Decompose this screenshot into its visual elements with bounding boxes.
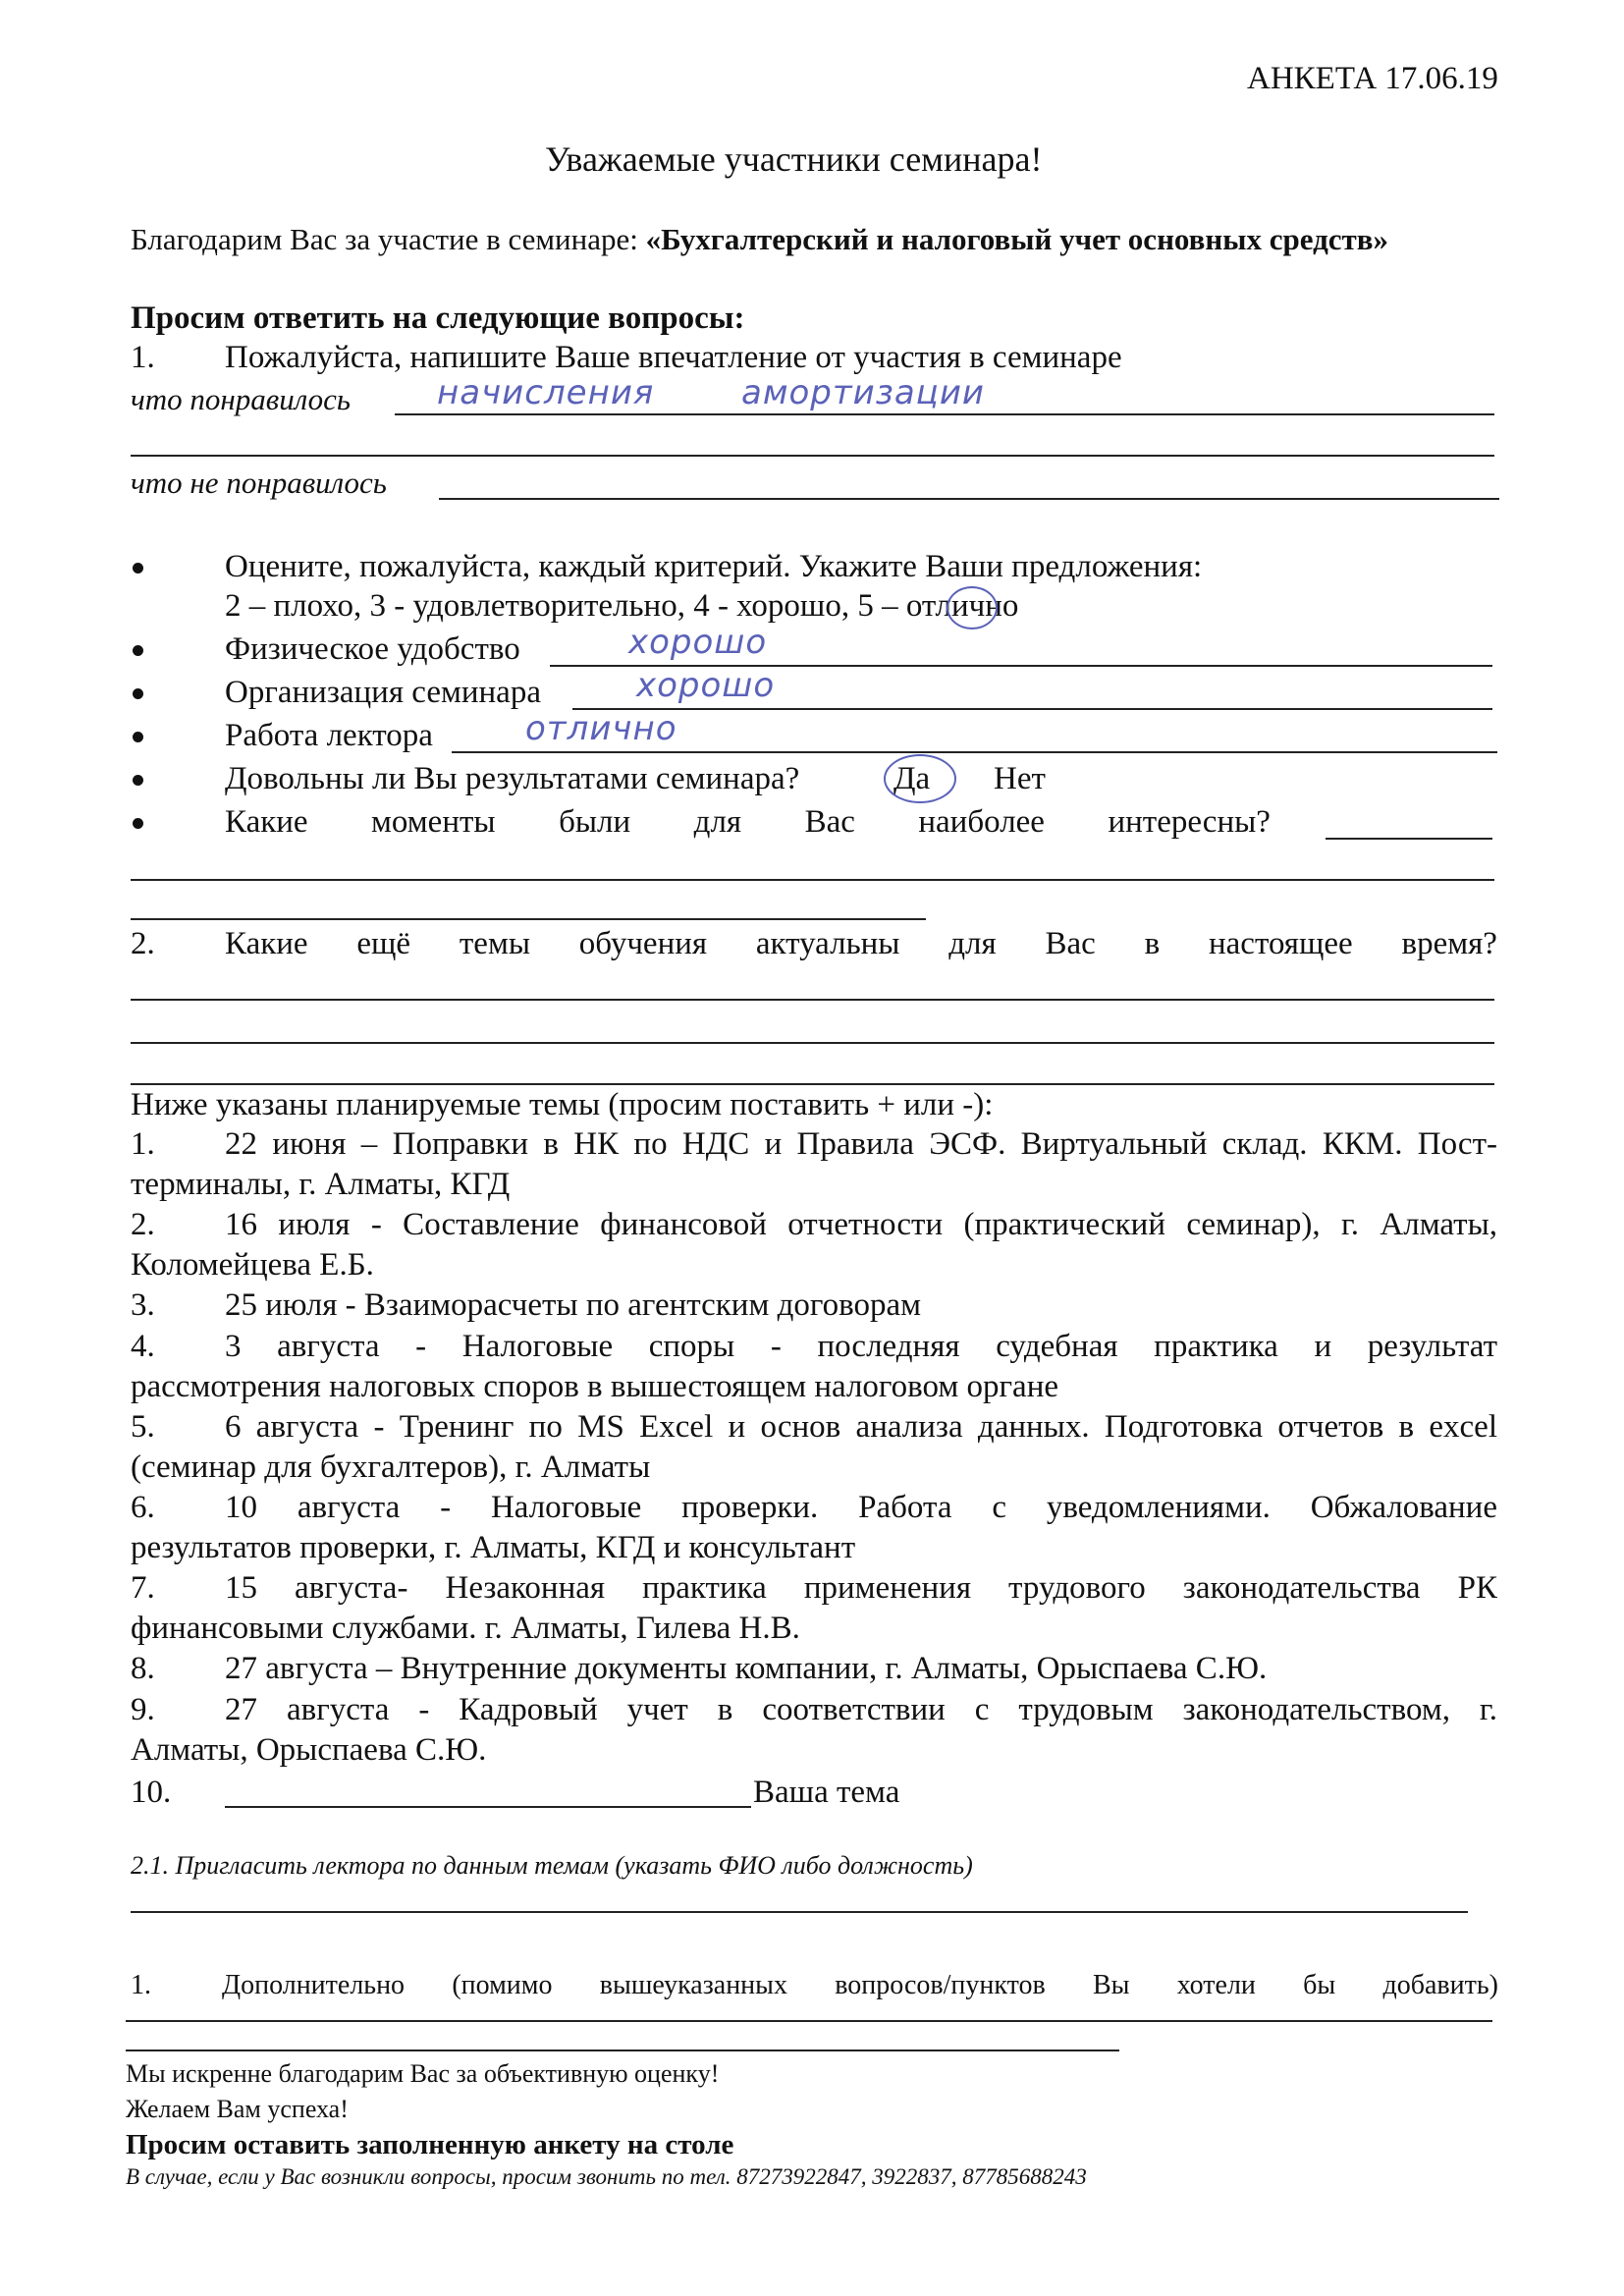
liked-handwritten-1: начисления <box>437 373 655 412</box>
bullet <box>133 563 143 574</box>
invite-answer-line[interactable] <box>131 1911 1468 1913</box>
satisfied-no-option[interactable]: Нет <box>994 761 1046 796</box>
liked-answer-line[interactable] <box>395 413 1494 415</box>
topic-text-continued: Алматы, Орыспаева С.Ю. <box>131 1732 487 1768</box>
word: моменты <box>371 804 496 840</box>
thanks-prefix: Благодарим Вас за участие в семинаре: <box>131 222 646 256</box>
topic-number: 9. <box>131 1692 155 1727</box>
word: интересны? <box>1108 804 1271 840</box>
page-title: Уважаемые участники семинара! <box>545 139 1043 179</box>
physical-handwritten: хорошо <box>628 623 768 662</box>
footer-leave: Просим оставить заполненную анкету на столе <box>126 2129 734 2160</box>
word: бы <box>1303 1970 1336 2000</box>
topic-text: 10 августа - Налоговые проверки. Работа с уведомлениями. Обжалование <box>225 1490 1497 1525</box>
word: добавить) <box>1382 1970 1498 2000</box>
planned-heading: Ниже указаны планируемые темы (просим поставить + или -): <box>131 1087 994 1122</box>
organization-answer-line[interactable] <box>572 708 1492 710</box>
word: вышеуказанных <box>599 1970 787 2000</box>
questions-heading: Просим ответить на следующие вопросы: <box>131 301 745 336</box>
liked-handwritten-2: амортизации <box>741 373 986 412</box>
footer-wish: Желаем Вам успеха! <box>126 2095 349 2123</box>
word: Какие <box>225 926 308 961</box>
word: были <box>559 804 631 840</box>
topic-number: 6. <box>131 1490 155 1525</box>
interesting-question <box>225 802 1271 842</box>
word: ещё <box>356 926 411 961</box>
q2-answer-line-1[interactable] <box>131 999 1494 1001</box>
disliked-answer-line[interactable] <box>439 498 1499 500</box>
q2-question <box>225 924 1497 963</box>
seminar-name: «Бухгалтерский и налоговый учет основных средств» <box>645 222 1388 256</box>
topic-text: 3 августа - Налоговые споры - последняя судебная практика и результат <box>225 1329 1497 1364</box>
lecturer-label: Работа лектора <box>225 718 433 753</box>
ratings-intro: Оцените, пожалуйста, каждый критерий. Укажите Ваши предложения: <box>225 549 1203 584</box>
topic-text: 15 августа- Незаконная практика применения трудового законодательства РК <box>225 1570 1497 1606</box>
invite-label: 2.1. Пригласить лектора по данным темам (указать ФИО либо должность) <box>131 1851 973 1880</box>
topic-number: 7. <box>131 1570 155 1606</box>
word: для <box>948 926 997 961</box>
satisfied-label: Довольны ли Вы результатами семинара? <box>225 761 800 796</box>
bullet <box>133 732 143 742</box>
word: настоящее <box>1209 926 1353 961</box>
word: для <box>693 804 742 840</box>
interesting-answer-line-3[interactable] <box>131 918 926 920</box>
topic-text: 25 июля - Взаиморасчеты по агентским договорам <box>225 1287 921 1323</box>
word: Вас <box>1045 926 1096 961</box>
satisfied-yes-option[interactable]: Да <box>893 761 931 796</box>
lecturer-handwritten: отлично <box>525 709 677 748</box>
word: Вас <box>804 804 855 840</box>
topic-text-continued: результатов проверки, г. Алматы, КГД и консультант <box>131 1530 856 1565</box>
q2-number: 2. <box>131 926 155 961</box>
topic-10-number: 10. <box>131 1775 172 1810</box>
word: темы <box>459 926 530 961</box>
word: вопросов/пунктов <box>835 1970 1046 2000</box>
word: хотели <box>1176 1970 1256 2000</box>
ratings-scale: 2 – плохо, 3 - удовлетворительно, 4 - хорошо, 5 – отлично <box>225 588 1019 624</box>
rating-5-circle <box>947 586 998 629</box>
organization-label: Организация семинара <box>225 675 541 710</box>
custom-topic-label: Ваша тема <box>753 1775 900 1810</box>
topic-number: 4. <box>131 1329 155 1364</box>
physical-label: Физическое удобство <box>225 631 520 667</box>
topic-text-continued: финансовыми службами. г. Алматы, Гилева Н.В. <box>131 1611 800 1646</box>
topic-text-continued: терминалы, г. Алматы, КГД <box>131 1167 511 1202</box>
topic-number: 5. <box>131 1409 155 1445</box>
word: Вы <box>1092 1970 1130 2000</box>
topic-text-continued: Коломейцева Е.Б. <box>131 1247 374 1283</box>
custom-topic-line[interactable] <box>225 1806 751 1808</box>
word: Дополнительно <box>222 1970 406 2000</box>
topic-text: 27 августа - Кадровый учет в соответствии с трудовым законодательством, г. <box>225 1692 1497 1727</box>
liked-answer-line-2[interactable] <box>131 455 1494 457</box>
topic-number: 3. <box>131 1287 155 1323</box>
footer-thanks: Мы искренне благодарим Вас за объективную оценку! <box>126 2059 720 2088</box>
additional-answer-line[interactable] <box>126 2020 1492 2022</box>
bullet <box>133 645 143 656</box>
form-code: АНКЕТА 17.06.19 <box>1247 61 1498 96</box>
liked-label: что понравилось <box>131 382 352 416</box>
word: актуальны <box>755 926 900 961</box>
word: (помимо <box>452 1970 553 2000</box>
interesting-answer-line[interactable] <box>1326 838 1492 840</box>
organization-handwritten: хорошо <box>636 666 776 705</box>
word: в <box>1144 926 1161 961</box>
topic-text: 22 июня – Поправки в НК по НДС и Правила ЭСФ. Виртуальный склад. ККМ. Пост- <box>225 1126 1497 1162</box>
additional-question <box>222 1966 1498 2005</box>
topic-number: 1. <box>131 1126 155 1162</box>
q1-number: 1. <box>131 340 155 375</box>
topic-text-continued: (семинар для бухгалтеров), г. Алматы <box>131 1449 651 1485</box>
thanks-line <box>131 220 1388 259</box>
additional-answer-line-2[interactable] <box>126 2050 1119 2051</box>
word: обучения <box>578 926 708 961</box>
additional-number: 1. <box>131 1970 151 2000</box>
topic-number: 8. <box>131 1651 155 1686</box>
lecturer-answer-line[interactable] <box>452 751 1497 753</box>
topic-text: 27 августа – Внутренние документы компании, г. Алматы, Орыспаева С.Ю. <box>225 1651 1268 1686</box>
word: Какие <box>225 804 308 840</box>
disliked-label: что не понравилось <box>131 465 387 500</box>
q2-answer-line-2[interactable] <box>131 1042 1494 1044</box>
yes-circle <box>884 754 956 803</box>
topic-number: 2. <box>131 1207 155 1242</box>
q1-text: Пожалуйста, напишите Ваше впечатление от участия в семинаре <box>225 340 1122 375</box>
footer-contact: В случае, если у Вас возникли вопросы, просим звонить по тел. 87273922847, 3922837, 87785688243 <box>126 2164 1087 2189</box>
word: время? <box>1401 926 1497 961</box>
topic-text-continued: рассмотрения налоговых споров в вышестоящем налоговом органе <box>131 1369 1058 1404</box>
bullet <box>133 775 143 786</box>
word: наиболее <box>918 804 1045 840</box>
topic-text: 6 августа - Тренинг по MS Excel и основ анализа данных. Подготовка отчетов в excel <box>225 1409 1497 1445</box>
bullet <box>133 688 143 699</box>
interesting-answer-line-2[interactable] <box>131 879 1494 881</box>
topic-text: 16 июля - Составление финансовой отчетности (практический семинар), г. Алматы, <box>225 1207 1497 1242</box>
bullet <box>133 818 143 829</box>
